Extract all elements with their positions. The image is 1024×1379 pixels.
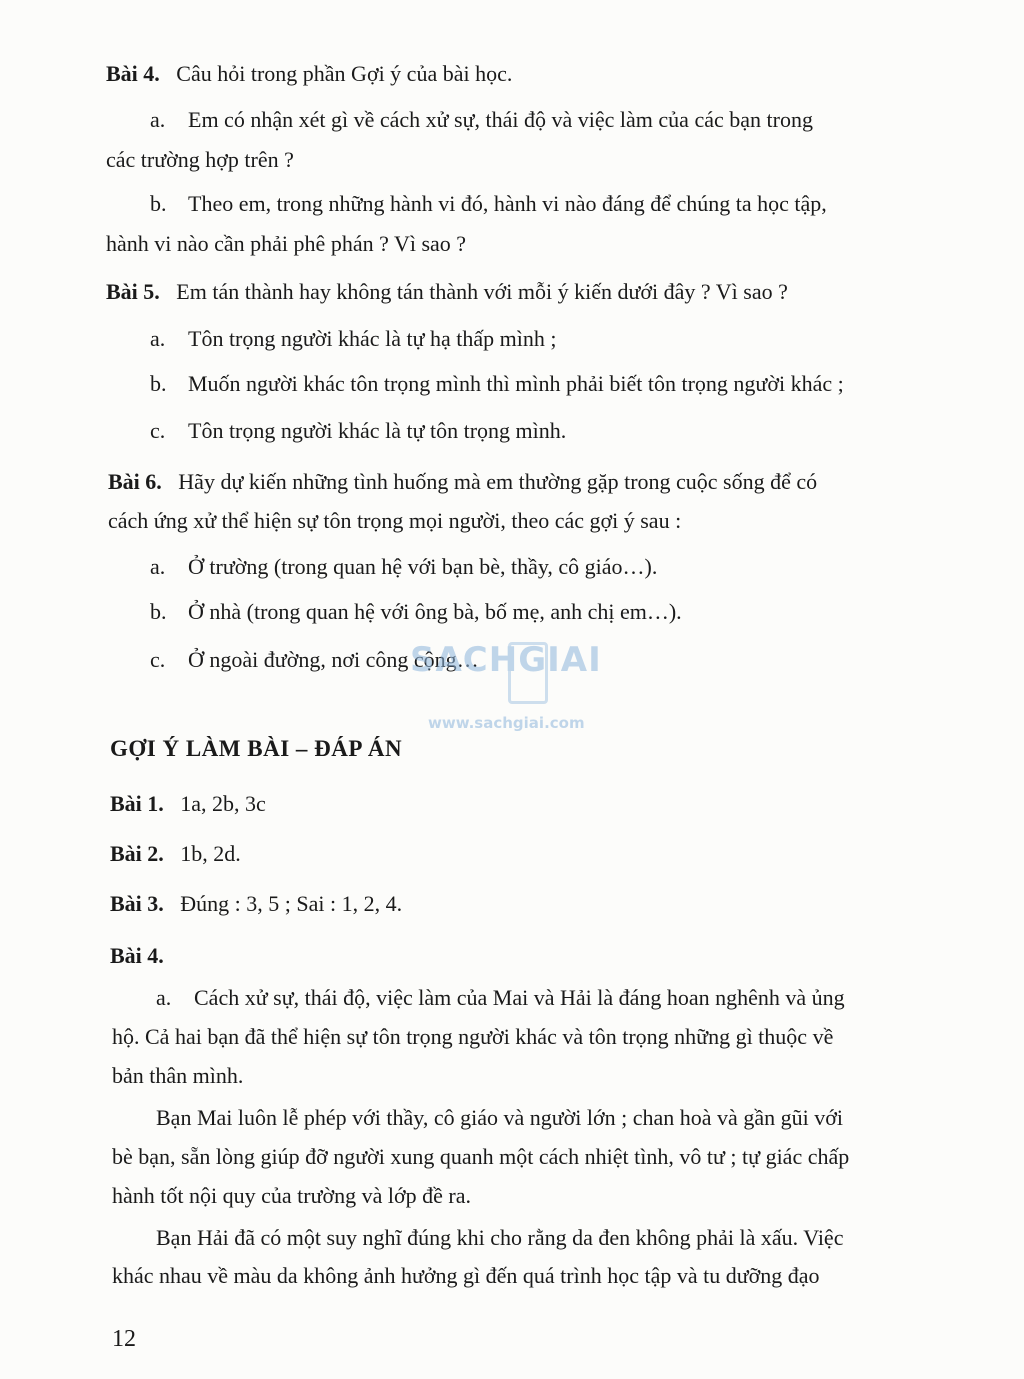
bai5-item-a-label: a. xyxy=(150,326,166,351)
bai6-item-b-text: Ở nhà (trong quan hệ với ông bà, bố mẹ, anh chị em…). xyxy=(188,599,682,624)
bai6-item-a-label: a. xyxy=(150,554,166,579)
answer-bai3 xyxy=(110,890,402,918)
mai-paragraph-line1: Bạn Mai luôn lễ phép với thầy, cô giáo và người lớn ; chan hoà và gần gũi với xyxy=(156,1105,843,1130)
bai4-a-label: a. xyxy=(150,107,166,132)
hai-paragraph-line1: Bạn Hải đã có một suy nghĩ đúng khi cho rằng da đen không phải là xấu. Việc xyxy=(156,1225,844,1250)
bai5-item-b-label: b. xyxy=(150,371,167,396)
bai5-label: Bài 5. xyxy=(106,279,160,304)
answer-bai4-a-line2: hộ. Cả hai bạn đã thể hiện sự tôn trọng người khác và tôn trọng những gì thuộc về xyxy=(112,1024,834,1049)
page-number: 12 xyxy=(112,1326,136,1352)
bai4-a-line2: các trường hợp trên ? xyxy=(106,147,294,172)
bai6-line2: cách ứng xử thể hiện sự tôn trọng mọi người, theo các gợi ý sau : xyxy=(108,508,682,533)
mai-paragraph-line2: bè bạn, sẵn lòng giúp đỡ người xung quanh một cách nhiệt tình, vô tư ; tự giác chấp xyxy=(112,1144,850,1169)
bai6-item-b xyxy=(150,598,682,626)
bai5-line xyxy=(106,278,788,306)
bai4-b-line2: hành vi nào cần phải phê phán ? Vì sao ? xyxy=(106,231,467,256)
hai-paragraph-line2: khác nhau về màu da không ảnh hưởng gì đến quá trình học tập và tu dưỡng đạo xyxy=(112,1263,820,1288)
bai4-text: Câu hỏi trong phần Gợi ý của bài học. xyxy=(176,61,513,86)
bai5-item-c xyxy=(150,417,566,445)
watermark-brand: SACHGIAI xyxy=(410,640,602,680)
bai6-label: Bài 6. xyxy=(108,469,162,494)
answer-bai3-text: Đúng : 3, 5 ; Sai : 1, 2, 4. xyxy=(180,891,403,916)
bai6-item-a-text: Ở trường (trong quan hệ với bạn bè, thầy, cô giáo…). xyxy=(188,554,658,579)
answer-bai4-a-line3: bản thân mình. xyxy=(112,1063,244,1088)
bai6-line1 xyxy=(108,468,817,496)
bai4-label: Bài 4. xyxy=(106,61,160,86)
bai4-b-line1 xyxy=(150,190,827,218)
bai5-item-a-text: Tôn trọng người khác là tự hạ thấp mình ; xyxy=(188,326,557,351)
bai5-item-b-text: Muốn người khác tôn trọng mình thì mình phải biết tôn trọng người khác ; xyxy=(188,371,844,396)
bai6-text-1: Hãy dự kiến những tình huống mà em thường gặp trong cuộc sống để có xyxy=(178,469,818,494)
bai6-item-c-text: Ở ngoài đường, nơi công cộng… xyxy=(188,647,479,672)
answer-bai4-a-label: a. xyxy=(156,985,172,1010)
answer-bai4-a-text-1: Cách xử sự, thái độ, việc làm của Mai và Hải là đáng hoan nghênh và ủng xyxy=(194,985,845,1010)
answer-bai4-a-line1 xyxy=(156,984,845,1012)
answer-bai1 xyxy=(110,790,266,818)
answer-bai4-label: Bài 4. xyxy=(110,943,164,968)
answer-bai2-text: 1b, 2d. xyxy=(180,841,241,866)
watermark-logo-box xyxy=(508,642,548,704)
bai4-a-text-1: Em có nhận xét gì về cách xử sự, thái độ và việc làm của các bạn trong xyxy=(188,107,813,132)
bai6-item-c xyxy=(150,646,479,674)
bai4-b-label: b. xyxy=(150,191,167,216)
bai5-item-a xyxy=(150,325,556,353)
bai5-item-b xyxy=(150,370,844,398)
bai6-item-b-label: b. xyxy=(150,599,167,624)
mai-paragraph-line3: hành tốt nội quy của trường và lớp đề ra. xyxy=(112,1183,471,1208)
bai4-b-text-1: Theo em, trong những hành vi đó, hành vi nào đáng để chúng ta học tập, xyxy=(188,191,827,216)
answer-bai1-text: 1a, 2b, 3c xyxy=(180,791,266,816)
bai5-item-c-text: Tôn trọng người khác là tự tôn trọng mình. xyxy=(188,418,567,443)
answers-heading: GỢI Ý LÀM BÀI – ĐÁP ÁN xyxy=(110,736,403,761)
bai4-a-line1 xyxy=(150,106,813,134)
bai4-line xyxy=(106,60,512,88)
answer-bai3-label: Bài 3. xyxy=(110,891,164,916)
bai6-item-c-label: c. xyxy=(150,647,166,672)
bai6-item-a xyxy=(150,553,657,581)
bai5-text: Em tán thành hay không tán thành với mỗi ý kiến dưới đây ? Vì sao ? xyxy=(176,279,788,304)
answer-bai2-label: Bài 2. xyxy=(110,841,164,866)
bai5-item-c-label: c. xyxy=(150,418,166,443)
answer-bai1-label: Bài 1. xyxy=(110,791,164,816)
watermark-url: www.sachgiai.com xyxy=(428,714,585,732)
answer-bai2 xyxy=(110,840,241,868)
